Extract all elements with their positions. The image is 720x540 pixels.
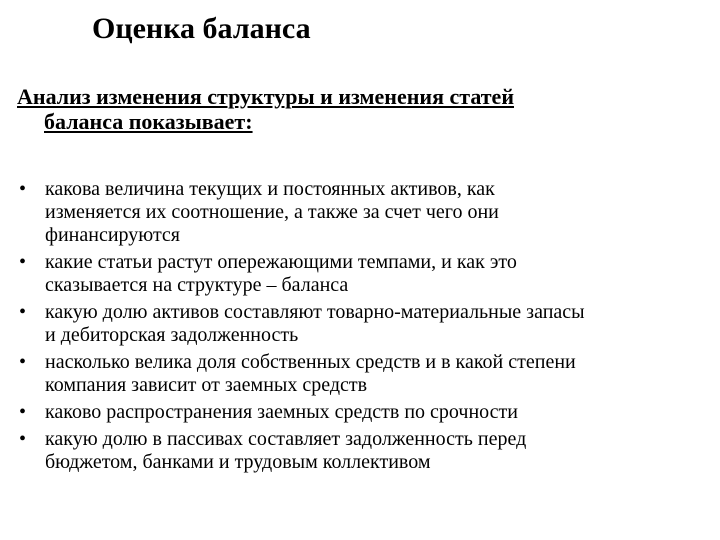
bullet-icon: •	[19, 351, 27, 373]
section-heading	[17, 84, 707, 134]
list-item	[19, 351, 709, 397]
section-heading-line-1: Анализ изменения структуры и изменения статей	[17, 84, 514, 109]
bullet-icon: •	[19, 428, 27, 450]
list-item-line: и дебиторская задолженность	[45, 324, 299, 346]
list-item-line: бюджетом, банками и трудовым коллективом	[45, 451, 431, 473]
bullet-icon: •	[19, 301, 27, 323]
list-item-line: сказывается на структуре – баланса	[45, 274, 349, 296]
bullet-icon: •	[19, 251, 27, 273]
section-heading-line-2: баланса показывает:	[44, 109, 253, 134]
list-item	[19, 301, 709, 347]
list-item-line: финансируются	[45, 224, 180, 246]
list-item	[19, 178, 709, 247]
list-item	[19, 251, 709, 297]
list-item-line: какие статьи растут опережающими темпами, и как это	[45, 251, 517, 273]
list-item-line: какую долю в пассивах составляет задолженность перед	[45, 428, 527, 450]
list-item-line: компания зависит от заемных средств	[45, 374, 368, 396]
bullet-icon: •	[19, 401, 27, 423]
bullet-icon: •	[19, 178, 27, 200]
list-item-line: какую долю активов составляют товарно-материальные запасы	[45, 301, 585, 323]
list-item	[19, 428, 709, 474]
list-item-line: насколько велика доля собственных средств и в какой степени	[45, 351, 576, 373]
list-item-line: изменяется их соотношение, а также за счет чего они	[45, 201, 499, 223]
list-item	[19, 401, 709, 424]
list-item-line: какова величина текущих и постоянных активов, как	[45, 178, 495, 200]
list-item-line: каково распространения заемных средств по срочности	[45, 401, 518, 423]
bullet-list	[19, 178, 709, 478]
page-title: Оценка баланса	[92, 12, 311, 45]
